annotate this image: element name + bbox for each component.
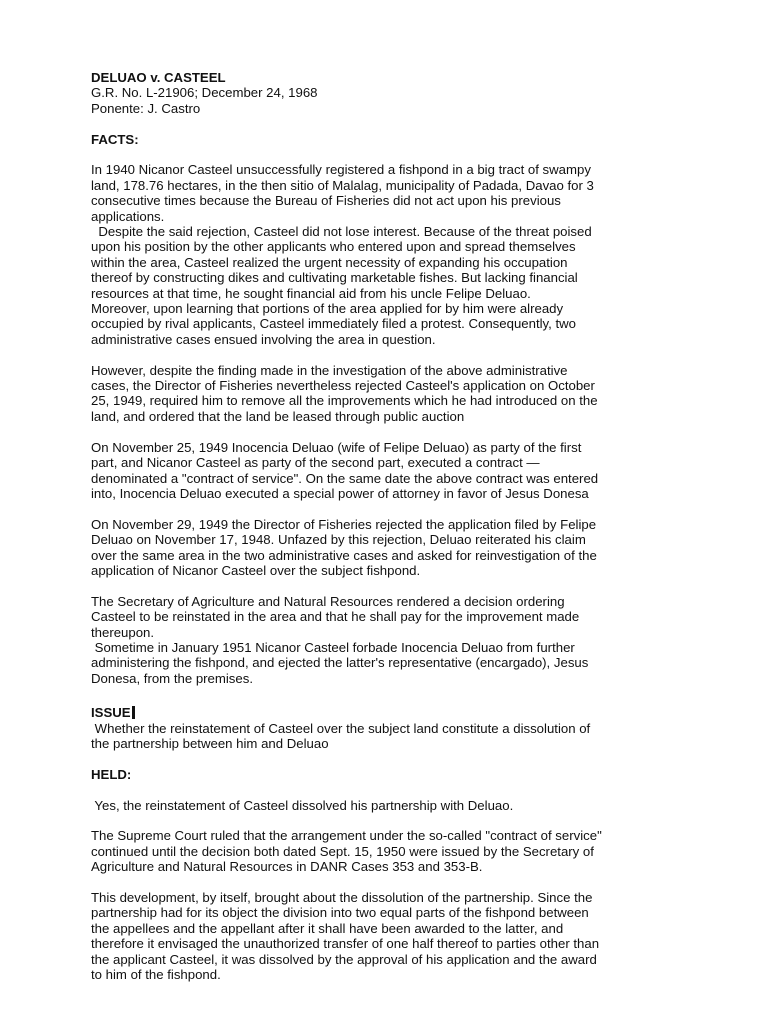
issue-heading-text: ISSUE <box>91 705 131 721</box>
text-line: On November 25, 1949 Inocencia Deluao (wife of Felipe Deluao) as party of the first <box>91 439 582 455</box>
text-cursor-icon <box>132 706 135 719</box>
facts-paragraph-4 <box>91 517 691 579</box>
facts-section <box>91 132 691 687</box>
text-line: This development, by itself, brought about the dissolution of the partnership. Since the <box>91 889 593 905</box>
text-line: over the same area in the two administrative cases and asked for reinvestigation of the <box>91 547 597 563</box>
held-section <box>91 767 691 983</box>
text-line: application of Nicanor Casteel over the subject fishpond. <box>91 562 421 578</box>
held-paragraph-3 <box>91 890 691 982</box>
text-line: administrative cases ensued involving the area in question. <box>91 331 436 347</box>
text-line: within the area, Casteel realized the urgent necessity of expanding his occupation <box>91 254 568 270</box>
text-line: consecutive times because the Bureau of Fisheries did not act upon his previous <box>91 193 561 209</box>
text-line: The Supreme Court ruled that the arrangement under the so-called "contract of service" <box>91 828 602 844</box>
text-line: therefore it envisaged the unauthorized transfer of one half thereof to parties other than <box>91 936 600 952</box>
text-line: In 1940 Nicanor Casteel unsuccessfully registered a fishpond in a big tract of swampy <box>91 162 591 178</box>
held-paragraph-1 <box>91 798 691 813</box>
text-line: occupied by rival applicants, Casteel immediately filed a protest. Consequently, two <box>91 316 577 332</box>
text-line: upon his position by the other applicants who entered upon and spread themselves <box>91 239 576 255</box>
facts-paragraph-1 <box>91 162 691 347</box>
text-line: On November 29, 1949 the Director of Fisheries rejected the application filed by Felipe <box>91 516 597 532</box>
text-line: thereof by constructing dikes and cultivating marketable fishes. But lacking financial <box>91 270 578 286</box>
text-line: resources at that time, he sought financial aid from his uncle Felipe Deluao. <box>91 285 531 301</box>
text-line: The Secretary of Agriculture and Natural Resources rendered a decision ordering <box>91 593 565 609</box>
text-line: the applicant Casteel, it was dissolved by the approval of his application and the award <box>91 951 597 967</box>
text-line: Despite the said rejection, Casteel did not lose interest. Because of the threat poised <box>91 224 592 240</box>
text-line: cases, the Director of Fisheries nevertheless rejected Casteel's application on October <box>91 378 595 394</box>
text-line: Donesa, from the premises. <box>91 670 253 686</box>
case-header <box>91 70 691 116</box>
held-heading: HELD: <box>91 766 132 782</box>
facts-heading: FACTS: <box>91 131 139 147</box>
issue-section <box>91 705 691 751</box>
text-line: Yes, the reinstatement of Casteel dissolved his partnership with Deluao. <box>91 797 514 813</box>
text-line: the appellees and the appellant after it shall have been awarded to the latter, and <box>91 920 564 936</box>
case-number: G.R. No. L-21906; December 24, 1968 <box>91 85 318 101</box>
held-paragraph-2 <box>91 828 691 874</box>
text-line: However, despite the finding made in the investigation of the above administrative <box>91 362 568 378</box>
text-line: Moreover, upon learning that portions of the area applied for by him were already <box>91 301 564 317</box>
text-line: thereupon. <box>91 624 155 640</box>
document-page <box>91 70 691 982</box>
case-title: DELUAO v. CASTEEL <box>91 70 226 85</box>
text-line: 25, 1949, required him to remove all the improvements which he had introduced on the <box>91 393 598 409</box>
text-line: Deluao on November 17, 1948. Unfazed by this rejection, Deluao reiterated his claim <box>91 532 586 548</box>
facts-paragraph-3 <box>91 440 691 502</box>
text-line: land, 178.76 hectares, in the then sitio of Malalag, municipality of Padada, Davao for 3 <box>91 177 594 193</box>
ponente: Ponente: J. Castro <box>91 100 201 116</box>
issue-heading <box>91 705 691 720</box>
facts-paragraph-5 <box>91 594 691 686</box>
text-line: denominated a "contract of service". On the same date the above contract was entered <box>91 470 599 486</box>
text-line: Whether the reinstatement of Casteel over the subject land constitute a dissolution of <box>91 720 591 736</box>
text-line: administering the fishpond, and ejected the latter's representative (encargado), Jesus <box>91 655 589 671</box>
text-line: continued until the decision both dated Sept. 15, 1950 were issued by the Secretary of <box>91 843 594 859</box>
text-line: to him of the fishpond. <box>91 967 221 982</box>
text-line: land, and ordered that the land be leased through public auction <box>91 408 465 424</box>
text-line: part, and Nicanor Casteel as party of the second part, executed a contract — <box>91 455 540 471</box>
facts-paragraph-2 <box>91 363 691 425</box>
text-line: into, Inocencia Deluao executed a special power of attorney in favor of Jesus Donesa <box>91 485 589 501</box>
text-line: applications. <box>91 208 165 224</box>
text-line: the partnership between him and Deluao <box>91 735 329 751</box>
text-line: Agriculture and Natural Resources in DANR Cases 353 and 353-B. <box>91 859 483 875</box>
text-line: partnership had for its object the division into two equal parts of the fishpond between <box>91 905 589 921</box>
text-line: Casteel to be reinstated in the area and that he shall pay for the improvement made <box>91 609 580 625</box>
text-line: Sometime in January 1951 Nicanor Casteel forbade Inocencia Deluao from further <box>91 639 575 655</box>
